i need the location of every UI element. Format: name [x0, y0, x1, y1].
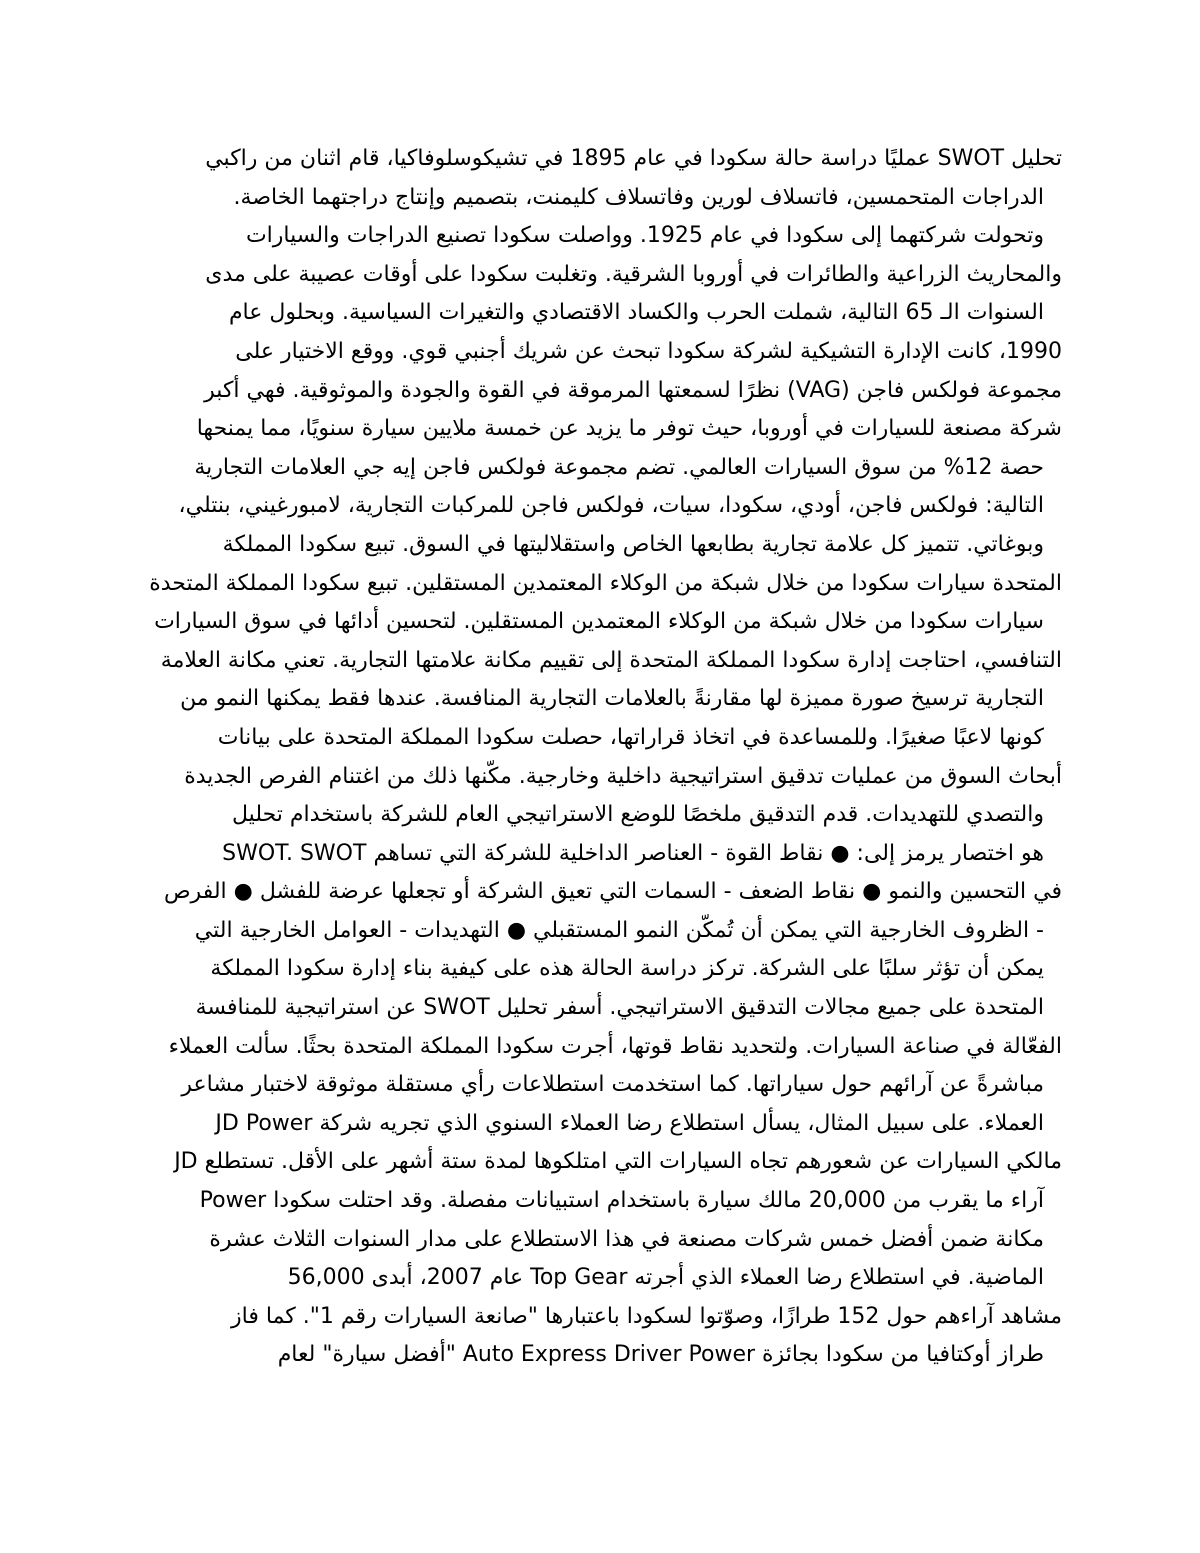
text-line: وتحولت شركتهما إلى سكودا في عام 1925. وواصلت سكودا تصنيع الدراجات والسيارات — [245, 223, 1044, 249]
text-line: السنوات الـ 65 التالية، شملت الحرب والكساد الاقتصادي والتغيرات السياسية. وبحلول عام — [228, 300, 1044, 326]
text-line: Power آراء ما يقرب من 20,000 مالك سيارة باستخدام استبيانات مفصلة. وقد احتلت سكودا — [199, 1188, 1044, 1214]
text-line: التجارية ترسيخ صورة مميزة لها مقارنةً بالعلامات التجارية المنافسة. عندها فقط يمكنها النمو من — [180, 686, 1044, 712]
text-line: سيارات سكودا من خلال شبكة من الوكلاء المعتمدين المستقلين. لتحسين أدائها في سوق السيارات — [154, 609, 1044, 635]
text-line: حصة 12% من سوق السيارات العالمي. تضم مجموعة فولكس فاجن إيه جي العلامات التجارية — [194, 454, 1044, 480]
text-line: 1990، كانت الإدارة التشيكية لشركة سكودا تبحث عن شريك أجنبي قوي. ووقع الاختيار على — [235, 338, 1062, 364]
text-line: مباشرةً عن آرائهم حول سياراتها. كما استخدمت استطلاعات رأي مستقلة موثوقة لاختبار مشاعر — [181, 1072, 1044, 1098]
text-line: المتحدة على جميع مجالات التدقيق الاستراتيجي. أسفر تحليل SWOT عن استراتيجية للمنافسة — [195, 995, 1044, 1021]
text-line: JD مالكي السيارات عن شعورهم تجاه السيارات التي امتلكوها لمدة ستة أشهر على الأقل. تستطلع — [174, 1149, 1062, 1175]
text-line: - الظروف الخارجية التي يمكن أن تُمكّن النمو المستقبلي ● التهديدات - العوامل الخارجية التي — [194, 917, 1044, 943]
text-line: التنافسي، احتاجت إدارة سكودا المملكة المتحدة إلى تقييم مكانة علامتها التجارية. تعني مكانة العلامة — [160, 647, 1062, 673]
body-text — [138, 140, 1062, 1375]
text-line: التالية: فولكس فاجن، أودي، سكودا، سيات، فولكس فاجن للمركبات التجارية، لامبورغيني، بنتلي، — [178, 493, 1044, 519]
text-line: الدراجات المتحمسين، فاتسلاف لورين وفاتسلاف كليمنت، بتصميم وإنتاج دراجتهما الخاصة. — [233, 184, 1044, 210]
text-line: كونها لاعبًا صغيرًا. وللمساعدة في اتخاذ قراراتها، حصلت سكودا المملكة المتحدة على بيانات — [217, 724, 1044, 750]
text-line: الفعّالة في صناعة السيارات. ولتحديد نقاط قوتها، أجرت سكودا المملكة المتحدة بحثًا. سألت العملاء — [168, 1033, 1062, 1059]
text-line: مشاهد آراءهم حول 152 طرازًا، وصوّتوا لسكودا باعتبارها "صانعة السيارات رقم 1". كما فاز — [231, 1303, 1062, 1329]
text-line: والتصدي للتهديدات. قدم التدقيق ملخصًا للوضع الاستراتيجي العام للشركة باستخدام تحليل — [232, 802, 1044, 828]
text-line: SWOT. SWOT هو اختصار يرمز إلى: ● نقاط القوة - العناصر الداخلية للشركة التي تساهم — [222, 840, 1044, 866]
text-line: والمحاريث الزراعية والطائرات في أوروبا الشرقية. وتغلبت سكودا على أوقات عصيبة على مدى — [205, 261, 1062, 287]
text-line: تحليل SWOT عمليًا دراسة حالة سكودا في عام 1895 في تشيكوسلوفاكيا، قام اثنان من راكبي — [205, 146, 1062, 171]
text-line: شركة مصنعة للسيارات في أوروبا، حيث توفر ما يزيد عن خمسة ملايين سيارة سنويًا، مما يمنحها — [196, 416, 1062, 442]
text-line: في التحسين والنمو ● نقاط الضعف - السمات التي تعيق الشركة أو تجعلها عرضة للفشل ● الفرص — [163, 879, 1062, 905]
text-line: العملاء. على سبيل المثال، يسأل استطلاع رضا العملاء السنوي الذي تجريه شركة JD Power — [215, 1110, 1044, 1136]
text-line: طراز أوكتافيا من سكودا بجائزة Auto Express Driver Power "أفضل سيارة" لعام — [277, 1342, 1044, 1368]
text-line: يمكن أن تؤثر سلبًا على الشركة. تركز دراسة الحالة هذه على كيفية بناء إدارة سكودا المملكة — [210, 956, 1044, 982]
text-line: الماضية. في استطلاع رضا العملاء الذي أجرته Top Gear عام 2007، أبدى 56,000 — [287, 1265, 1044, 1291]
text-line: وبوغاتي. تتميز كل علامة تجارية بطابعها الخاص واستقلاليتها في السوق. تبيع سكودا المملكة — [222, 531, 1044, 557]
text-line: المتحدة سيارات سكودا من خلال شبكة من الوكلاء المعتمدين المستقلين. تبيع سكودا المملكة المتحدة — [149, 570, 1062, 596]
text-line: مكانة ضمن أفضل خمس شركات مصنعة في هذا الاستطلاع على مدار السنوات الثلاث عشرة — [209, 1226, 1044, 1252]
text-line: مجموعة فولكس فاجن (VAG) نظرًا لسمعتها المرموقة في القوة والجودة والموثوقية. فهي أكبر — [204, 377, 1062, 403]
text-line: أبحاث السوق من عمليات تدقيق استراتيجية داخلية وخارجية. مكّنها ذلك من اغتنام الفرص الجديدة — [184, 763, 1062, 789]
